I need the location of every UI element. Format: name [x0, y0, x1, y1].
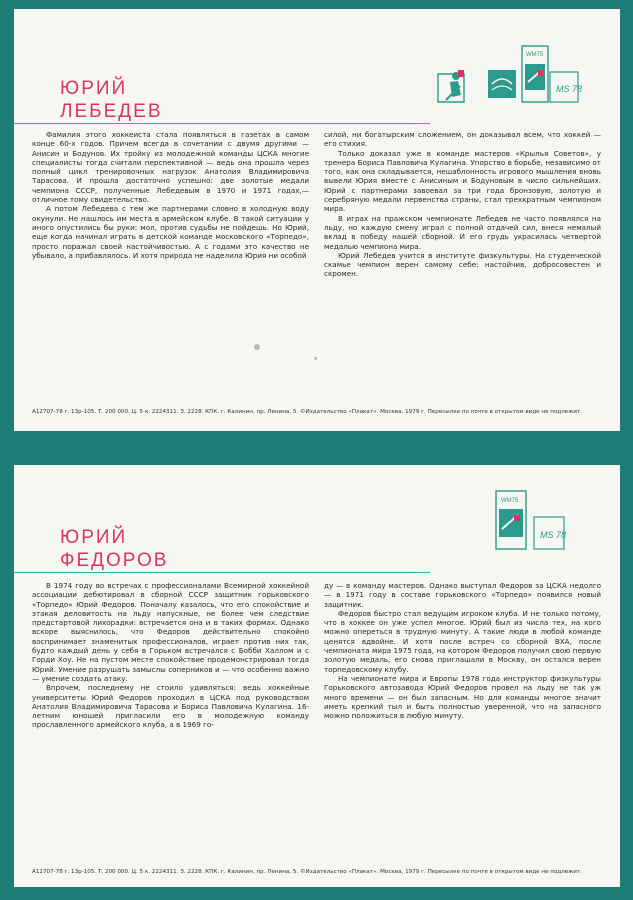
wm75-logo-icon	[522, 46, 548, 102]
text-column-right	[324, 581, 601, 720]
ms78-logo-icon	[550, 72, 582, 102]
text-column-right	[324, 130, 601, 279]
wm75-logo-icon	[496, 491, 526, 549]
svg-text:WM75: WM75	[526, 52, 544, 58]
prague-emblem-icon	[488, 70, 516, 98]
paper-stain	[314, 357, 317, 360]
title-underline	[14, 123, 430, 124]
paragraph: Фамилия этого хоккеиста стала появляться в газетах в самом конце 60-х годов. Причем всегда в сочетании с двумя другими — Анисин и Бодунов. Их тройку из молодежной команды ЦСКА многие специалисты тогда считали перспективной — ведь она прошла через полный цикл тренировочных нагрузок Анатолия Владимировича Тарасова. И прошла достаточно успешно: две золотые медали чемпиона СССР, полученные Лебедевым в 1970 и 1971 годах,— отличное тому свидетельство.	[32, 130, 309, 205]
paragraph: В 1974 году во встречах с профессионалами Всемирной хоккейной ассоциации дебютировал в сборной СССР защитник горьковского «Торпедо» Юрий Федоров. Поначалу казалось, что его спокойствие и этакая деловитость на льду напускные, не более чем следствие предстартовой лихорадки: встречается она и в таких формах. Однако вскоре выяснилось, что Федоров действительно спокойно воспринимает знаменитых профессионалов, играет против них так, будто каждый день у себя в Горьком встречался с Бобби Халлом и с Горди Хоу. Не на пустом месте спокойствие продемонстрировал тогда Юрий. Умение разрушать замыслы соперников и — что особенно важно — умение создать атаку.	[32, 581, 309, 683]
ms78-logo-icon	[534, 517, 566, 549]
paragraph: силой, ни богатырским сложением, он доказывал всем, что хоккей — его стихия.	[324, 130, 601, 149]
text-column-left	[32, 130, 309, 260]
postcard-fedorov	[14, 465, 620, 887]
player-first-name: ЮРИЙ	[60, 78, 128, 99]
svg-text:WM75: WM75	[501, 498, 519, 504]
championship-logos	[432, 42, 582, 104]
player-last-name: ЛЕБЕДЕВ	[60, 101, 163, 122]
title-underline	[14, 572, 430, 573]
paragraph: Юрий Лебедев учится в институте физкультуры. На студенческой скамье чемпион верен самому себе: настойчив, добросовестен и скромен.	[324, 250, 601, 279]
paragraph: В играх на пражском чемпионате Лебедев не часто появлялся на льду, но каждую смену играл с полной отдачей сил, внеся немалый вклад в победу нашей сборной. И его грудь украсилась четвертой медалью чемпиона мира.	[324, 213, 601, 251]
player-first-name: ЮРИЙ	[60, 527, 128, 548]
paragraph: А потом Лебедева с тем же партнерами словно в холодную воду окунули. Не нашлось им места в армейском клубе. В такой ситуации у иного опустились бы руки: мол, против судьбы не пойдешь. Но Юрий, еще когда начинал играть в детской команде московского «Торпедо», просто поражал своей настойчивостью. А с годами это качество не убывало, а прибавлялось. И хотя природа не наделила Юрия ни особой	[32, 204, 309, 260]
text-column-left	[32, 581, 309, 730]
paragraph: На чемпионате мира и Европы 1978 года инструктор физкультуры Горьковского автозавода Юрий Федоров провел на льду не так уж много времени — он был запасным. Но для команды многое значит иметь крепкий тыл и быть полностью уверенной, что на запасного можно положиться в любую минуту.	[324, 673, 601, 721]
player-last-name: ФЕДОРОВ	[60, 550, 169, 571]
paragraph: ду — в команду мастеров. Однако выступал Федоров за ЦСКА недолго — в 1971 году в составе горьковского «Торпедо» появился новый защитник.	[324, 581, 601, 609]
paragraph: Только доказал уже в команде мастеров «Крылья Советов», у тренера Бориса Павловича Кулагина. Упорство в борьбе, независимо от того, как она складывается, нешаблонность игрового мышления вновь вывели Юрия вместе с Анисиным и Бодуновым в число сильнейших. Юрий с партнерами завоевал за три года бронзовую, золотую и серебряную медали первенства страны, стал трехкратным чемпионом мира.	[324, 148, 601, 214]
hockey-player-icon	[438, 70, 464, 102]
svg-text:MS 78: MS 78	[540, 530, 567, 540]
championship-logos	[452, 489, 582, 551]
paper-stain	[254, 344, 260, 350]
publisher-imprint: А12707-78 г. 13р-105. Т. 200 000. Ц. 5 к. 2224311. З. 2228. КПК. г. Калинин, пр. Ленина, 5. ©Издательство «Плакат». Москва, 1979 г. Пересылке по почте в открытом виде не подлежит.	[32, 409, 582, 415]
postcard-lebedev	[14, 9, 620, 431]
paragraph: Федоров быстро стал ведущим игроком клуба. И не только потому, что в хоккее он уже успел многое. Юрий был из числа тех, на кого можно опереться в трудную минуту. А такие люди в любой команде ценятся вдвойне. И хотя после встреч со сборной ВХА, после чемпионата мира 1975 года, на котором Федоров получил свою первую золотую медаль, его снова приглашали в Москву, он остался верен торпедовскому клубу.	[324, 608, 601, 674]
svg-text:MS 78: MS 78	[556, 84, 582, 94]
paragraph: Впрочем, последнему не стоило удивляться: ведь хоккейные университеты Юрий Федоров проходил в ЦСКА под руководством Анатолия Владимировича Тарасова и Бориса Павловича Кулагина. 16-летним юношей пригласили его в молодежную команду прославленного армейского клуба, а в 1969 го-	[32, 683, 309, 730]
publisher-imprint: А12707-78 г. 13р-105. Т. 200 000. Ц. 5 к. 2224311. З. 2228. КПК. г. Калинин, пр. Ленина, 5. ©Издательство «Плакат». Москва, 1979 г. Пересылке по почте в открытом виде не подлежит.	[32, 869, 582, 875]
